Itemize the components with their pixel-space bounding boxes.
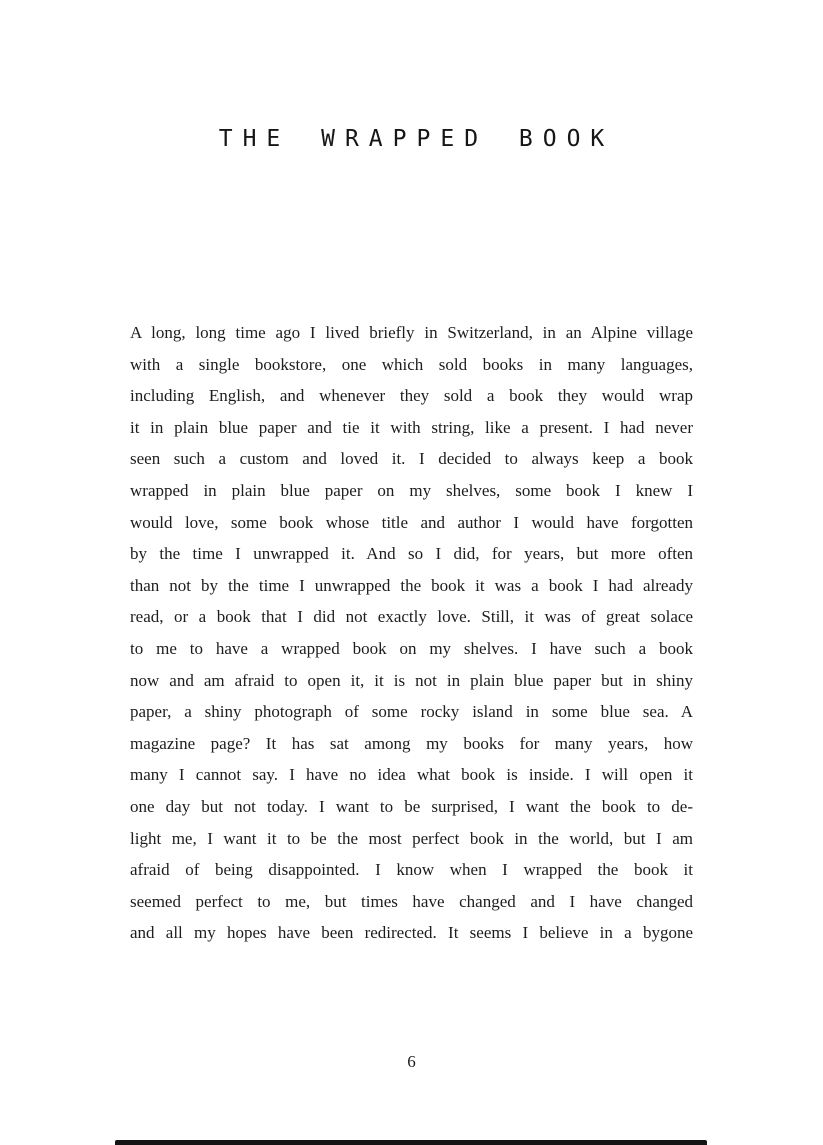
body-text — [130, 317, 693, 949]
body-line: by the time I unwrapped it. And so I did, for years, but more often — [130, 544, 693, 564]
body-line: many I cannot say. I have no idea what book is inside. I will open it — [130, 765, 693, 785]
body-line: light me, I want it to be the most perfect book in the world, but I am — [130, 828, 693, 848]
body-line: read, or a book that I did not exactly love. Still, it was of great solace — [130, 607, 693, 627]
body-line: afraid of being disappointed. I know when I wrapped the book it — [130, 860, 693, 880]
body-line: than not by the time I unwrapped the book it was a book I had already — [130, 575, 693, 595]
body-line: magazine page? It has sat among my books for many years, how — [130, 733, 693, 753]
page-number: 6 — [407, 1052, 416, 1071]
body-line: now and am afraid to open it, it is not in plain blue paper but in shiny — [130, 670, 693, 690]
chapter-title: THE WRAPPED BOOK — [218, 126, 615, 152]
body-line: it in plain blue paper and tie it with string, like a present. I had never — [130, 417, 693, 437]
bottom-edge-bar — [115, 1140, 707, 1145]
body-line: seemed perfect to me, but times have changed and I have changed — [130, 891, 693, 911]
body-line: wrapped in plain blue paper on my shelves, some book I knew I — [130, 480, 693, 500]
body-line: to me to have a wrapped book on my shelves. I have such a book — [130, 638, 693, 658]
body-line: paper, a shiny photograph of some rocky island in some blue sea. A — [130, 702, 693, 722]
body-line: A long, long time ago I lived briefly in Switzerland, in an Alpine village — [130, 323, 693, 342]
body-line: would love, some book whose title and author I would have forgotten — [130, 512, 693, 532]
body-line: one day but not today. I want to be surprised, I want the book to de- — [130, 796, 693, 816]
body-line: seen such a custom and loved it. I decided to always keep a book — [130, 449, 693, 469]
body-line: including English, and whenever they sold a book they would wrap — [130, 386, 693, 406]
body-line: and all my hopes have been redirected. It seems I believe in a bygone — [130, 923, 693, 943]
body-line: with a single bookstore, one which sold books in many languages, — [130, 354, 693, 374]
